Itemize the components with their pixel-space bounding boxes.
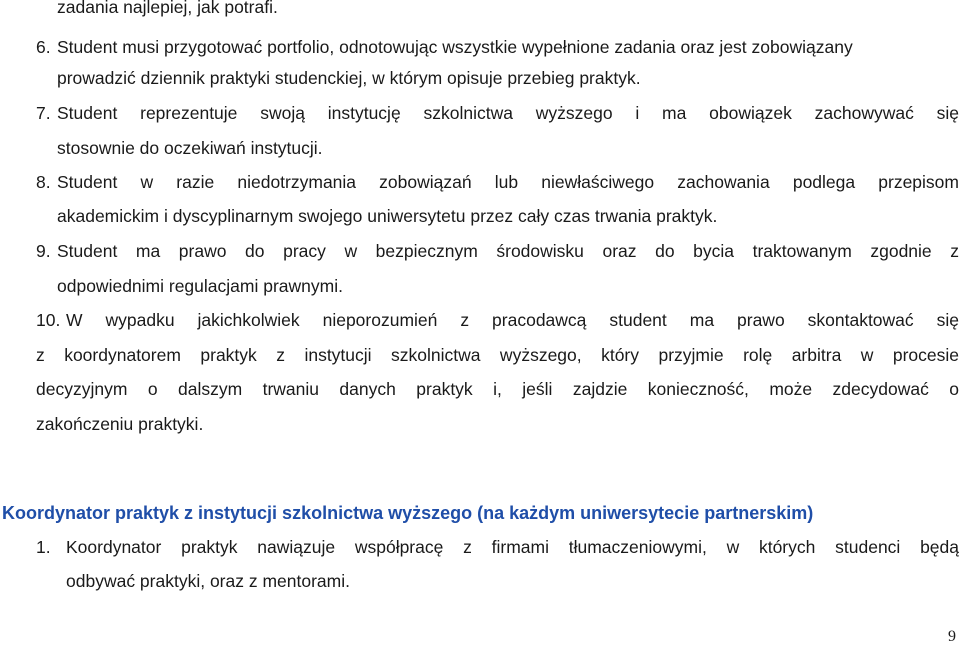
section-heading: Koordynator praktyk z instytucji szkolnictwa wyższego (na każdym uniwersytecie partnerskim): [2, 503, 814, 523]
item-10-line-1: W wypadku jakichkolwiek nieporozumień z pracodawcą student ma prawo skontaktować się: [66, 310, 959, 330]
intro-tail-text: zadania najlepiej, jak potrafi.: [57, 0, 278, 17]
page-number: 9: [948, 628, 956, 645]
section-item-1-line-1: Koordynator praktyk nawiązuje współpracę z firmami tłumaczeniowymi, w których studenci będą: [66, 537, 959, 557]
section-item-number: 1.: [36, 537, 51, 557]
item-9-line-1: Student ma prawo do pracy w bezpiecznym środowisku oraz do bycia traktowanym zgodnie z: [57, 241, 959, 261]
item-6-line-2: prowadzić dziennik praktyki studenckiej, w którym opisuje przebieg praktyk.: [57, 68, 641, 88]
item-number: 10.: [36, 310, 61, 330]
item-9-line-2: odpowiednimi regulacjami prawnymi.: [57, 276, 343, 296]
item-8-line-2: akademickim i dyscyplinarnym swojego uniwersytetu przez cały czas trwania praktyk.: [57, 206, 718, 226]
item-10-line-3: decyzyjnym o dalszym trwaniu danych praktyk i, jeśli zajdzie konieczność, może zdecydować o: [36, 379, 959, 399]
item-8-line-1: Student w razie niedotrzymania zobowiązań lub niewłaściwego zachowania podlega przepisom: [57, 172, 959, 192]
item-number: 7.: [36, 103, 51, 123]
section-item-1-line-2: odbywać praktyki, oraz z mentorami.: [66, 571, 350, 591]
item-10-line-2: z koordynatorem praktyk z instytucji szkolnictwa wyższego, który przyjmie rolę arbitra w procesie: [36, 345, 959, 365]
item-number: 8.: [36, 172, 51, 192]
item-number: 6.: [36, 37, 51, 57]
item-7-line-2: stosownie do oczekiwań instytucji.: [57, 138, 323, 158]
item-6-line-1: Student musi przygotować portfolio, odnotowując wszystkie wypełnione zadania oraz jest zobowiązany: [57, 37, 853, 57]
item-10-line-4: zakończeniu praktyki.: [36, 414, 204, 434]
item-number: 9.: [36, 241, 51, 261]
item-7-line-1: Student reprezentuje swoją instytucję szkolnictwa wyższego i ma obowiązek zachowywać się: [57, 103, 959, 123]
